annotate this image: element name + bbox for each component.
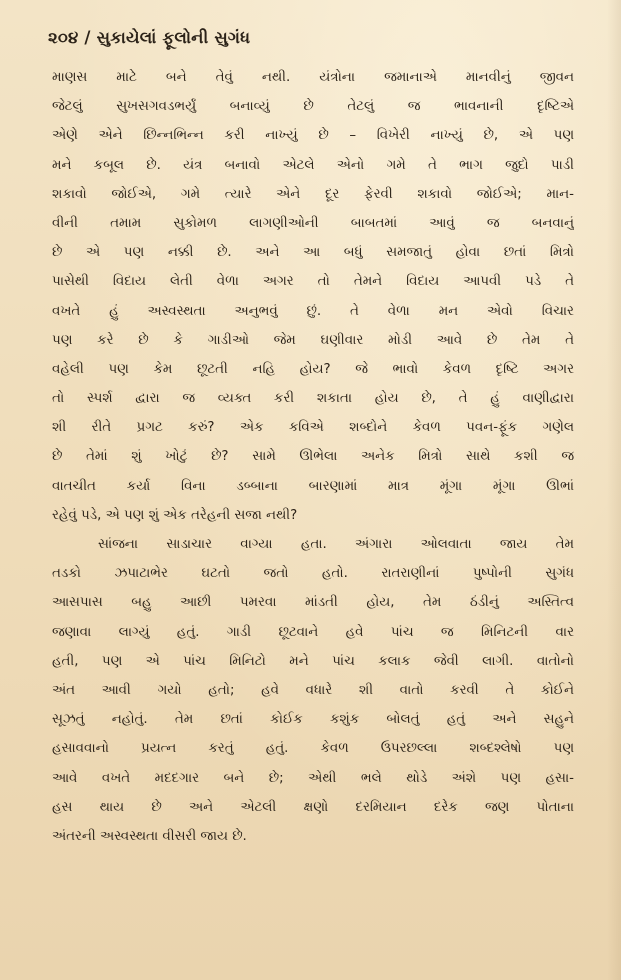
body-text [52, 63, 574, 851]
text-line: અંત આવી ગયો હતો; હવે વધારે શી વાતો કરવી તે કોઈને [52, 682, 574, 698]
text-line: શકાવો જોઈએ, ગમે ત્યારે એને દૂર ફેરવી શકાવો જોઈએ; માન- [52, 186, 574, 202]
text-line: જેટલું સુખસગવડભર્યું બનાવ્યું છે તેટલું જ ભાવનાની દૃષ્ટિએ [52, 99, 574, 115]
text-line: હસ થાય છે અને એટલી ક્ષણો દરમિયાન દરેક જણ પોતાના [52, 799, 574, 815]
text-line: પાસેથી વિદાય લેતી વેળા અગર તો તેમને વિદાય આપવી પડે તે [52, 274, 574, 290]
text-line: તો સ્પર્શ દ્વારા જ વ્યક્ત કરી શકાતા હોય છે, તે હું વાણીદ્વારા [52, 391, 574, 407]
text-line: વીની તમામ સુકોમળ લાગણીઓની બાબતમાં આવું જ બનવાનું [52, 215, 574, 231]
text-line: મને કબૂલ છે. યંત્ર બનાવો એટલે એનો ગમે તે ભાગ જુદો પાડી [52, 157, 574, 173]
text-line: છે એ પણ નક્કી છે. અને આ બધું સમજાતું હોવા છતાં મિત્રો [52, 245, 574, 261]
text-line: રહેવું પડે, એ પણ શું એક તરેહની સજા નથી? [52, 507, 298, 523]
running-head: ૨૦૪ / સુકાયેલાં ફૂલોની સુગંધ [48, 28, 251, 47]
text-line: સૂઝતું નહોતું. તેમ છતાં કોઈક કશુંક બોલતું હતું અને સહુને [52, 712, 574, 728]
text-line: આસપાસ બહુ આછી પમરવા માંડતી હોય, તેમ ઠંડીનું અસ્તિત્વ [52, 595, 574, 611]
text-line: તડકો ઝપાટાભેર ઘટતો જતો હતો. રાતરાણીનાં પુષ્પોની સુગંધ [52, 566, 574, 582]
text-line: પણ કરે છે કે ગાડીઓ જેમ ઘણીવાર મોડી આવે છે તેમ તે [52, 332, 574, 348]
text-line: સાંજના સાડાચાર વાગ્યા હતા. અંગારા ઓલવાતા જાય તેમ [98, 537, 574, 552]
text-line: છે તેમાં શું ખોટું છે? સામે ઊભેલા અનેક મિત્રો સાથે કશી જ [52, 449, 574, 465]
text-line: હસાવવાનો પ્રયત્ન કરતું હતું. કેવળ ઉપરછલ્લા શબ્દશ્લેષો પણ [52, 741, 574, 757]
text-line: વાતચીત કર્યા વિના ડબ્બાના બારણામાં માત્ર મૂંગા મૂંગા ઊભાં [52, 478, 574, 494]
text-line: હતી, પણ એ પાંચ મિનિટો મને પાંચ કલાક જેવી લાગી. વાતોનો [52, 653, 574, 669]
text-line: શી રીતે પ્રગટ કરું? એક કવિએ શબ્દોને કેવળ પવન-ફૂંક ગણેલ [52, 420, 574, 436]
text-line: વહેલી પણ કેમ છૂટતી નહિ હોય? જે ભાવો કેવળ દૃષ્ટિ અગર [52, 361, 574, 377]
text-line: વખતે હું અસ્વસ્થતા અનુભવું છું. તે વેળા મન એવો વિચાર [52, 303, 574, 319]
paragraph-2 [52, 530, 574, 851]
text-line: માણસ માટે બને તેવું નથી. યંત્રોના જમાનાએ માનવીનું જીવન [52, 70, 574, 85]
paragraph-1 [52, 63, 574, 530]
text-line: અંતરની અસ્વસ્થતા વીસરી જાય છે. [52, 828, 247, 844]
text-line: જણાવા લાગ્યું હતું. ગાડી છૂટવાને હવે પાંચ જ મિનિટની વાર [52, 624, 574, 640]
text-line: આવે વખતે મદદગાર બને છે; એથી ભલે થોડે અંશે પણ હસા- [52, 770, 574, 786]
text-line: એણે એને છિન્નભિન્ન કરી નાખ્યું છે – વિખેરી નાખ્યું છે, એ પણ [52, 128, 574, 144]
